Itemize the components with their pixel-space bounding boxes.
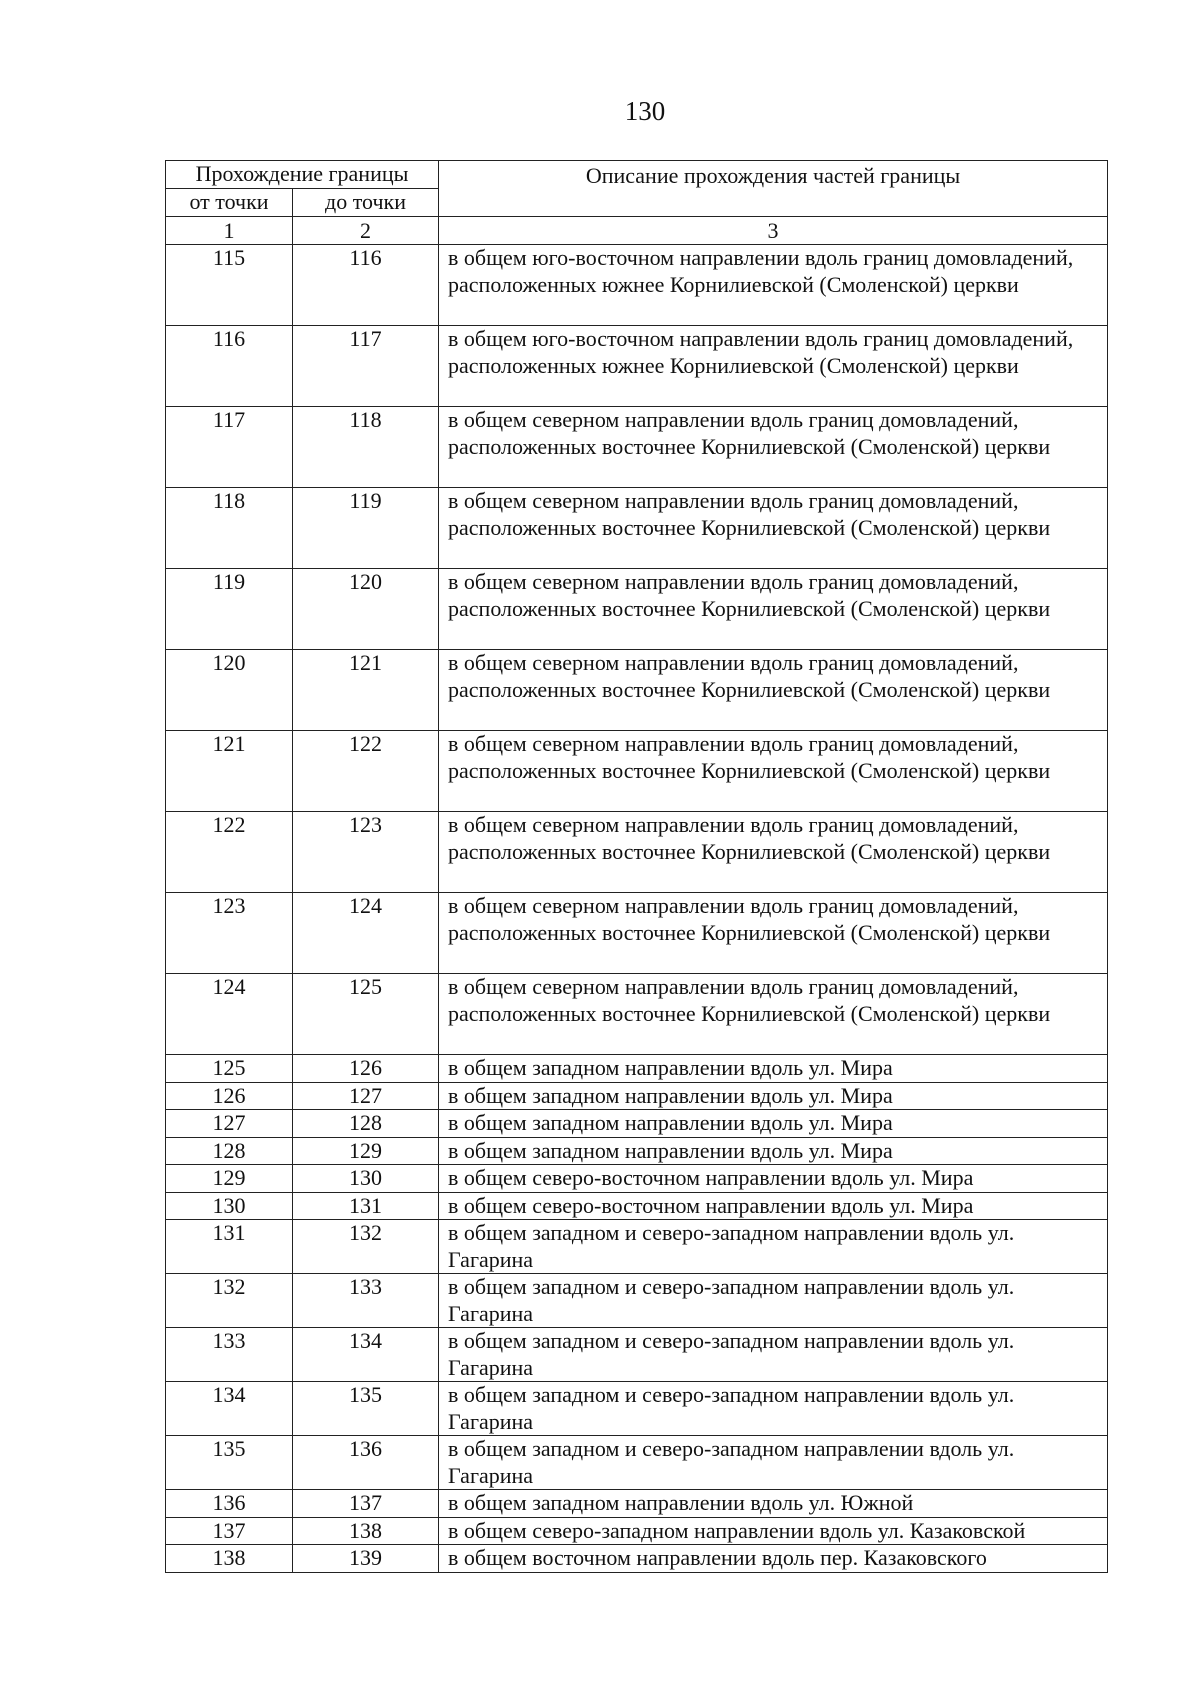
- table-row: [166, 1274, 1108, 1328]
- table-row: [166, 569, 1108, 650]
- column-number: 3: [439, 217, 1108, 245]
- from-point-cell: 133: [166, 1328, 293, 1382]
- description-cell: в общем юго-восточном направлении вдоль границ домовладений, расположенных южнее Корнилиевской (Смоленской) церкви: [439, 326, 1108, 407]
- from-point-cell: 135: [166, 1436, 293, 1490]
- table-row: [166, 1137, 1108, 1165]
- from-point-cell: 132: [166, 1274, 293, 1328]
- page-number: 130: [624, 96, 666, 126]
- to-point-cell: 122: [293, 731, 439, 812]
- to-point-cell: 134: [293, 1328, 439, 1382]
- to-point-cell: 132: [293, 1220, 439, 1274]
- from-point-cell: 123: [166, 893, 293, 974]
- description-cell: в общем западном и северо-западном направлении вдоль ул. Гагарина: [439, 1220, 1108, 1274]
- description-cell: в общем северном направлении вдоль границ домовладений, расположенных восточнее Корнилиевской (Смоленской) церкви: [439, 488, 1108, 569]
- table-body: [166, 245, 1108, 1573]
- table-row: [166, 1436, 1108, 1490]
- description-cell: в общем северном направлении вдоль границ домовладений, расположенных восточнее Корнилиевской (Смоленской) церкви: [439, 731, 1108, 812]
- to-point-cell: 139: [293, 1545, 439, 1573]
- to-point-cell: 126: [293, 1055, 439, 1083]
- table-row: [166, 1490, 1108, 1518]
- to-point-cell: 117: [293, 326, 439, 407]
- to-point-cell: 135: [293, 1382, 439, 1436]
- to-point-cell: 125: [293, 974, 439, 1055]
- description-cell: в общем восточном направлении вдоль пер. Казаковского: [439, 1545, 1108, 1573]
- table-row: [166, 1328, 1108, 1382]
- from-point-cell: 126: [166, 1082, 293, 1110]
- description-cell: в общем западном направлении вдоль ул. Мира: [439, 1055, 1108, 1083]
- table-row: [166, 407, 1108, 488]
- to-point-cell: 128: [293, 1110, 439, 1138]
- to-point-cell: 137: [293, 1490, 439, 1518]
- table-row: [166, 731, 1108, 812]
- description-cell: в общем северо-западном направлении вдоль ул. Казаковской: [439, 1517, 1108, 1545]
- table-row: [166, 1220, 1108, 1274]
- from-point-cell: 127: [166, 1110, 293, 1138]
- table-row: [166, 488, 1108, 569]
- table-row: [166, 1110, 1108, 1138]
- table-row: [166, 650, 1108, 731]
- table-row: [166, 893, 1108, 974]
- table-row: [166, 326, 1108, 407]
- description-cell: в общем северном направлении вдоль границ домовладений, расположенных восточнее Корнилиевской (Смоленской) церкви: [439, 893, 1108, 974]
- column-number: 1: [166, 217, 293, 245]
- to-point-cell: 120: [293, 569, 439, 650]
- to-point-cell: 136: [293, 1436, 439, 1490]
- to-point-cell: 129: [293, 1137, 439, 1165]
- description-cell: в общем западном и северо-западном направлении вдоль ул. Гагарина: [439, 1328, 1108, 1382]
- description-cell: в общем северо-восточном направлении вдоль ул. Мира: [439, 1165, 1108, 1193]
- from-point-cell: 137: [166, 1517, 293, 1545]
- table-row: [166, 812, 1108, 893]
- from-point-cell: 124: [166, 974, 293, 1055]
- to-point-cell: 138: [293, 1517, 439, 1545]
- description-cell: в общем западном направлении вдоль ул. Мира: [439, 1137, 1108, 1165]
- description-cell: в общем западном и северо-западном направлении вдоль ул. Гагарина: [439, 1274, 1108, 1328]
- table-row: [166, 1082, 1108, 1110]
- description-cell: в общем северном направлении вдоль границ домовладений, расположенных восточнее Корнилиевской (Смоленской) церкви: [439, 650, 1108, 731]
- boundary-table: [165, 160, 1108, 1573]
- column-number: 2: [293, 217, 439, 245]
- from-point-cell: 134: [166, 1382, 293, 1436]
- table-row: [166, 245, 1108, 326]
- from-point-cell: 118: [166, 488, 293, 569]
- from-point-cell: 115: [166, 245, 293, 326]
- from-point-cell: 131: [166, 1220, 293, 1274]
- header-from-point: от точки: [166, 189, 293, 217]
- table-row: [166, 1192, 1108, 1220]
- from-point-cell: 119: [166, 569, 293, 650]
- from-point-cell: 128: [166, 1137, 293, 1165]
- from-point-cell: 120: [166, 650, 293, 731]
- table-row: [166, 1165, 1108, 1193]
- header-passage: Прохождение границы: [166, 161, 439, 189]
- from-point-cell: 138: [166, 1545, 293, 1573]
- from-point-cell: 116: [166, 326, 293, 407]
- description-cell: в общем западном и северо-западном направлении вдоль ул. Гагарина: [439, 1436, 1108, 1490]
- description-cell: в общем западном направлении вдоль ул. Южной: [439, 1490, 1108, 1518]
- to-point-cell: 130: [293, 1165, 439, 1193]
- from-point-cell: 130: [166, 1192, 293, 1220]
- table-header: [166, 161, 1108, 245]
- description-cell: в общем западном направлении вдоль ул. Мира: [439, 1110, 1108, 1138]
- from-point-cell: 117: [166, 407, 293, 488]
- to-point-cell: 131: [293, 1192, 439, 1220]
- description-cell: в общем северо-восточном направлении вдоль ул. Мира: [439, 1192, 1108, 1220]
- description-cell: в общем северном направлении вдоль границ домовладений, расположенных восточнее Корнилиевской (Смоленской) церкви: [439, 974, 1108, 1055]
- from-point-cell: 122: [166, 812, 293, 893]
- table-row: [166, 974, 1108, 1055]
- to-point-cell: 116: [293, 245, 439, 326]
- table-row: [166, 1055, 1108, 1083]
- to-point-cell: 118: [293, 407, 439, 488]
- to-point-cell: 121: [293, 650, 439, 731]
- description-cell: в общем юго-восточном направлении вдоль границ домовладений, расположенных южнее Корнилиевской (Смоленской) церкви: [439, 245, 1108, 326]
- description-cell: в общем северном направлении вдоль границ домовладений, расположенных восточнее Корнилиевской (Смоленской) церкви: [439, 812, 1108, 893]
- from-point-cell: 125: [166, 1055, 293, 1083]
- to-point-cell: 127: [293, 1082, 439, 1110]
- description-cell: в общем западном направлении вдоль ул. Мира: [439, 1082, 1108, 1110]
- to-point-cell: 133: [293, 1274, 439, 1328]
- table-row: [166, 1382, 1108, 1436]
- to-point-cell: 119: [293, 488, 439, 569]
- to-point-cell: 124: [293, 893, 439, 974]
- from-point-cell: 121: [166, 731, 293, 812]
- table-row: [166, 1517, 1108, 1545]
- table-row: [166, 1545, 1108, 1573]
- description-cell: в общем северном направлении вдоль границ домовладений, расположенных восточнее Корнилиевской (Смоленской) церкви: [439, 407, 1108, 488]
- from-point-cell: 129: [166, 1165, 293, 1193]
- column-numbers-row: [166, 217, 1108, 245]
- description-cell: в общем западном и северо-западном направлении вдоль ул. Гагарина: [439, 1382, 1108, 1436]
- from-point-cell: 136: [166, 1490, 293, 1518]
- to-point-cell: 123: [293, 812, 439, 893]
- header-description: Описание прохождения частей границы: [439, 161, 1108, 217]
- header-to-point: до точки: [293, 189, 439, 217]
- description-cell: в общем северном направлении вдоль границ домовладений, расположенных восточнее Корнилиевской (Смоленской) церкви: [439, 569, 1108, 650]
